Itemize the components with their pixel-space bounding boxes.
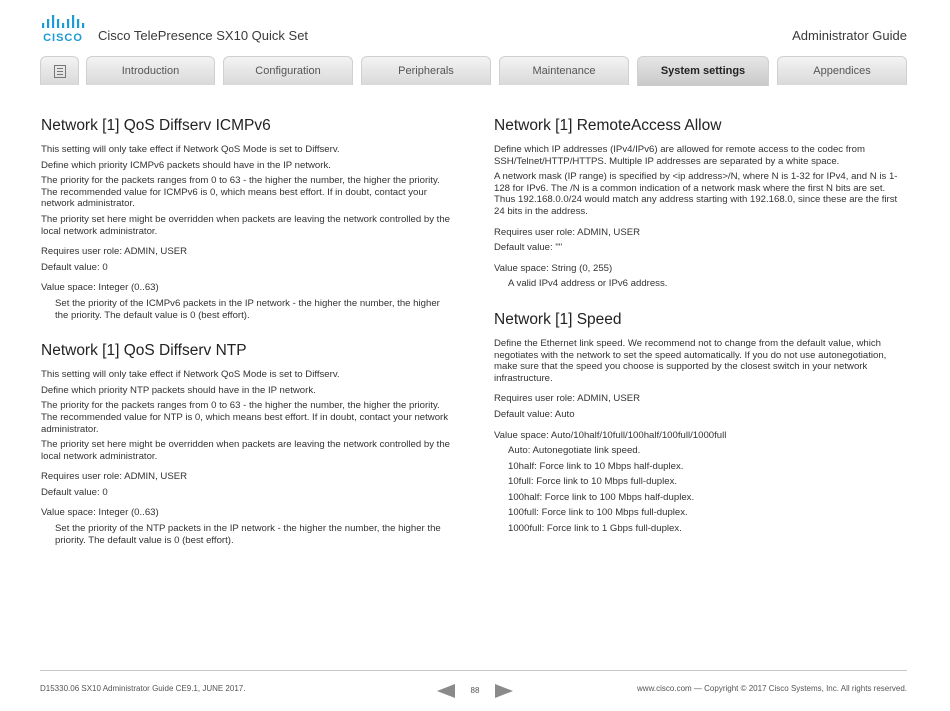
value-space: Value space: Integer (0..63) [41, 282, 159, 294]
value-option: 100full: Force link to 100 Mbps full-duplex. [508, 507, 688, 519]
paragraph: Define the Ethernet link speed. We recommend not to change from the default value, which negotiates with the network to set the speed automatically. If you do not use autonegotiation, make sure that the speed you choose is supported by the closest switch in your network infrastructure. [494, 337, 887, 384]
value-option: 100half: Force link to 100 Mbps half-duplex. [508, 491, 695, 503]
paragraph: Define which priority ICMPv6 packets should have in the IP network. [41, 159, 331, 171]
user-role: Requires user role: ADMIN, USER [41, 471, 188, 483]
paragraph: This setting will only take effect if Network QoS Mode is set to Diffserv. [41, 369, 340, 381]
tab-configuration[interactable]: Configuration [223, 56, 353, 85]
section-qos-icmpv6 [41, 116, 453, 321]
section-title: Network [1] QoS Diffserv ICMPv6 [41, 117, 271, 134]
paragraph: The priority for the packets ranges from 0 to 63 - the higher the number, the higher the priority. The recommended value for NTP is 0, which means best effort. If in doubt, contact your network administrator. [41, 400, 449, 435]
left-column [41, 116, 453, 566]
value-space: Value space: String (0, 255) [494, 262, 613, 274]
page-number: 88 [470, 686, 480, 695]
contents-icon [54, 65, 66, 78]
paragraph: The priority set here might be overridden when packets are leaving the network controlled by the local network administrator. [41, 439, 451, 462]
section-tabs [40, 56, 907, 86]
section-title: Network [1] Speed [494, 310, 622, 328]
user-role: Requires user role: ADMIN, USER [494, 226, 641, 238]
guide-title: Administrator Guide [792, 28, 907, 43]
default-value: Default value: 0 [41, 261, 108, 273]
paragraph: A network mask (IP range) is specified by <ip address>/N, where N is 1-32 for IPv4, and N is 1-128 for IPv6. The /N is a common indication of a network mask where the first N bits are set. Thus 192.168.0.0/24 would match any address starting with 192.168.0, since these are the first 24 bits in the address. [494, 171, 898, 217]
value-space: Value space: Integer (0..63) [41, 507, 159, 519]
document-title: Cisco TelePresence SX10 Quick Set [98, 28, 309, 43]
tab-system-settings[interactable]: System settings [637, 56, 769, 86]
footer-document-id: D15330.06 SX10 Administrator Guide CE9.1, JUNE 2017. [40, 684, 246, 693]
tab-contents[interactable] [40, 56, 79, 85]
tab-peripherals[interactable]: Peripherals [361, 56, 491, 85]
value-option: Auto: Autonegotiate link speed. [508, 445, 641, 457]
value-option: 1000full: Force link to 1 Gbps full-duplex. [508, 523, 682, 535]
tab-appendices[interactable]: Appendices [777, 56, 907, 85]
section-title: Network [1] RemoteAccess Allow [494, 117, 722, 134]
default-value: Default value: 0 [41, 486, 108, 498]
section-speed [494, 310, 906, 535]
user-role: Requires user role: ADMIN, USER [41, 246, 188, 258]
section-title: Network [1] QoS Diffserv NTP [41, 342, 247, 360]
value-option: 10half: Force link to 10 Mbps half-duplex. [508, 460, 684, 472]
user-role: Requires user role: ADMIN, USER [494, 393, 641, 405]
paragraph: Define which priority NTP packets should have in the IP network. [41, 384, 316, 396]
paragraph: Define which IP addresses (IPv4/IPv6) are allowed for remote access to the codec from SSH/Telnet/HTTP/HTTPS. Multiple IP addresses are separated by a white space. [494, 144, 865, 167]
tab-maintenance[interactable]: Maintenance [499, 56, 629, 85]
cisco-bridge-icon [40, 15, 86, 31]
default-value: Default value: "" [494, 242, 563, 254]
footer-copyright: www.cisco.com — Copyright © 2017 Cisco Systems, Inc. All rights reserved. [637, 684, 907, 693]
section-remoteaccess-allow [494, 116, 906, 290]
value-space-description: A valid IPv4 address or IPv6 address. [508, 278, 668, 290]
default-value: Default value: Auto [494, 408, 575, 420]
value-space: Value space: Auto/10half/10full/100half/100full/1000full [494, 429, 727, 441]
paragraph: This setting will only take effect if Network QoS Mode is set to Diffserv. [41, 144, 340, 155]
footer-divider [40, 670, 907, 671]
logo-wordmark: CISCO [43, 32, 83, 44]
section-qos-ntp [41, 341, 453, 546]
cisco-logo [40, 15, 86, 45]
next-page-icon[interactable] [495, 684, 513, 698]
page-navigator [437, 684, 513, 698]
right-column [494, 116, 906, 555]
value-option: 10full: Force link to 10 Mbps full-duplex. [508, 476, 678, 488]
paragraph: The priority set here might be overridden when packets are leaving the network controlled by the local network administrator. [41, 213, 451, 237]
tab-introduction[interactable]: Introduction [86, 56, 215, 85]
value-space-description: Set the priority of the ICMPv6 packets in the IP network - the higher the number, the higher the priority. The default value is 0 (best effort). [55, 297, 440, 321]
previous-page-icon[interactable] [437, 684, 455, 698]
value-space-description: Set the priority of the NTP packets in the IP network - the higher the number, the higher the priority. The default value is 0 (best effort). [55, 523, 441, 546]
paragraph: The priority for the packets ranges from 0 to 63 - the higher the number, the higher the priority. The recommended value for ICMPv6 is 0, which means best effort. If in doubt, contact your network administrator. [41, 175, 440, 210]
